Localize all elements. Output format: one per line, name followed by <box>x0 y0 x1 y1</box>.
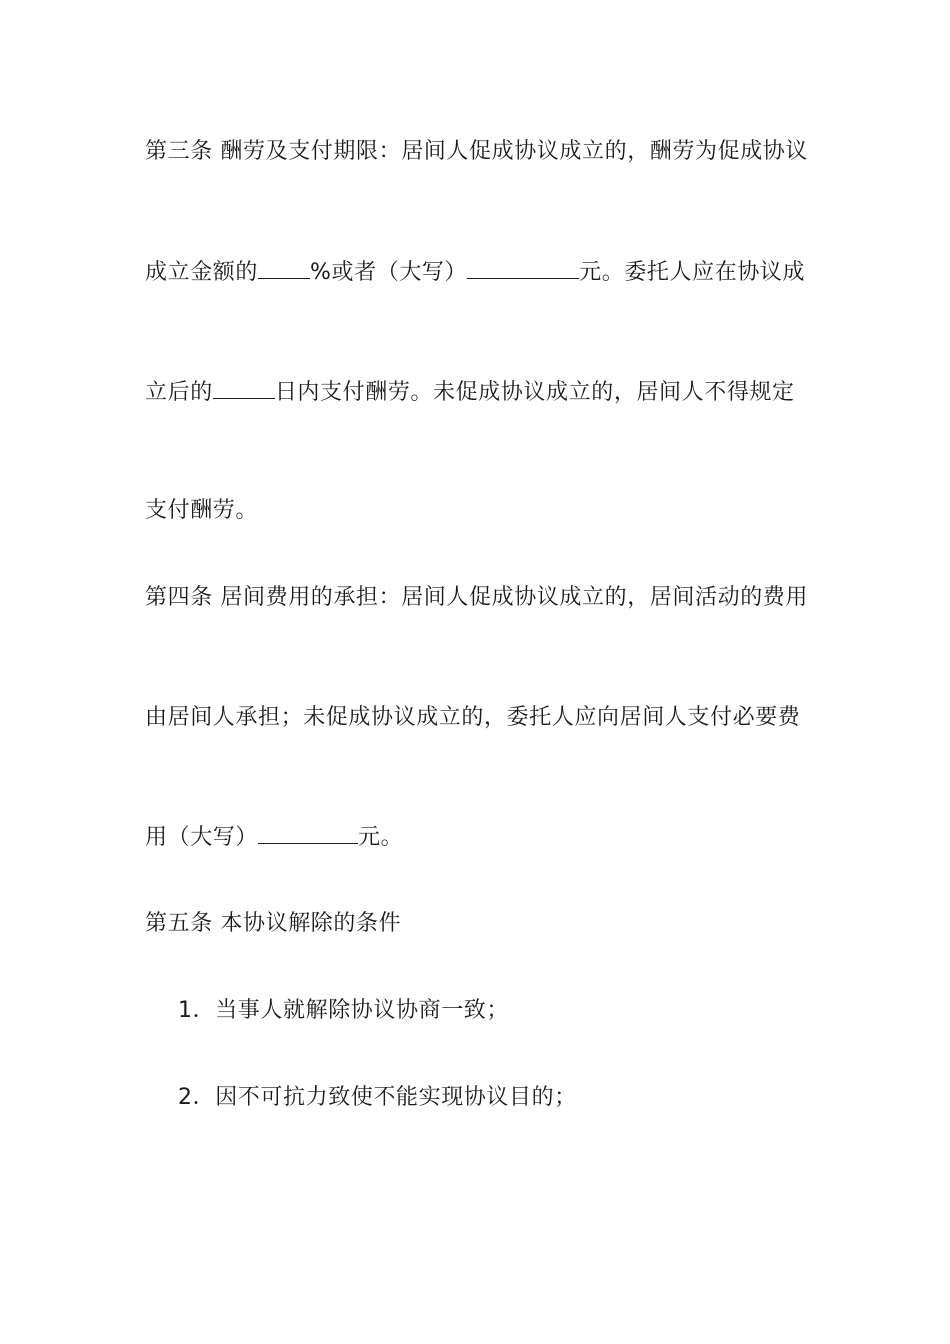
days-blank <box>213 376 275 399</box>
article3-line3-text-a: 立后的 <box>145 380 213 405</box>
percent-blank <box>258 256 310 279</box>
article3-line2-text-a: 成立金额的 <box>145 260 259 285</box>
article4-line3 <box>145 821 403 853</box>
article3-line3-text-b: 日内支付酬劳。未促成协议成立的，居间人不得规定 <box>274 380 795 405</box>
article4-line1: 第四条 居间费用的承担：居间人促成协议成立的，居间活动的费用 <box>145 585 808 610</box>
expense-blank <box>258 821 358 844</box>
article3-line2-text-b: %或者（大写） <box>310 260 468 285</box>
article5-item-2: 2．因不可抗力致使不能实现协议目的； <box>178 1085 577 1110</box>
article3-line3 <box>145 376 795 408</box>
article4-line2: 由居间人承担；未促成协议成立的，委托人应向居间人支付必要费 <box>145 705 801 730</box>
article3-line4: 支付酬劳。 <box>145 498 259 523</box>
article3-line2-text-c: 元。委托人应在协议成 <box>579 260 806 285</box>
amount-blank <box>467 256 579 279</box>
article5-heading: 第五条 本协议解除的条件 <box>145 911 402 936</box>
article4-line3-text-a: 用（大写） <box>145 825 259 850</box>
article5-item-1: 1．当事人就解除协议协商一致； <box>178 998 509 1023</box>
article3-line2 <box>145 256 805 288</box>
article4-line3-text-b: 元。 <box>358 825 404 850</box>
article3-line1: 第三条 酬劳及支付期限：居间人促成协议成立的，酬劳为促成协议 <box>145 139 808 164</box>
